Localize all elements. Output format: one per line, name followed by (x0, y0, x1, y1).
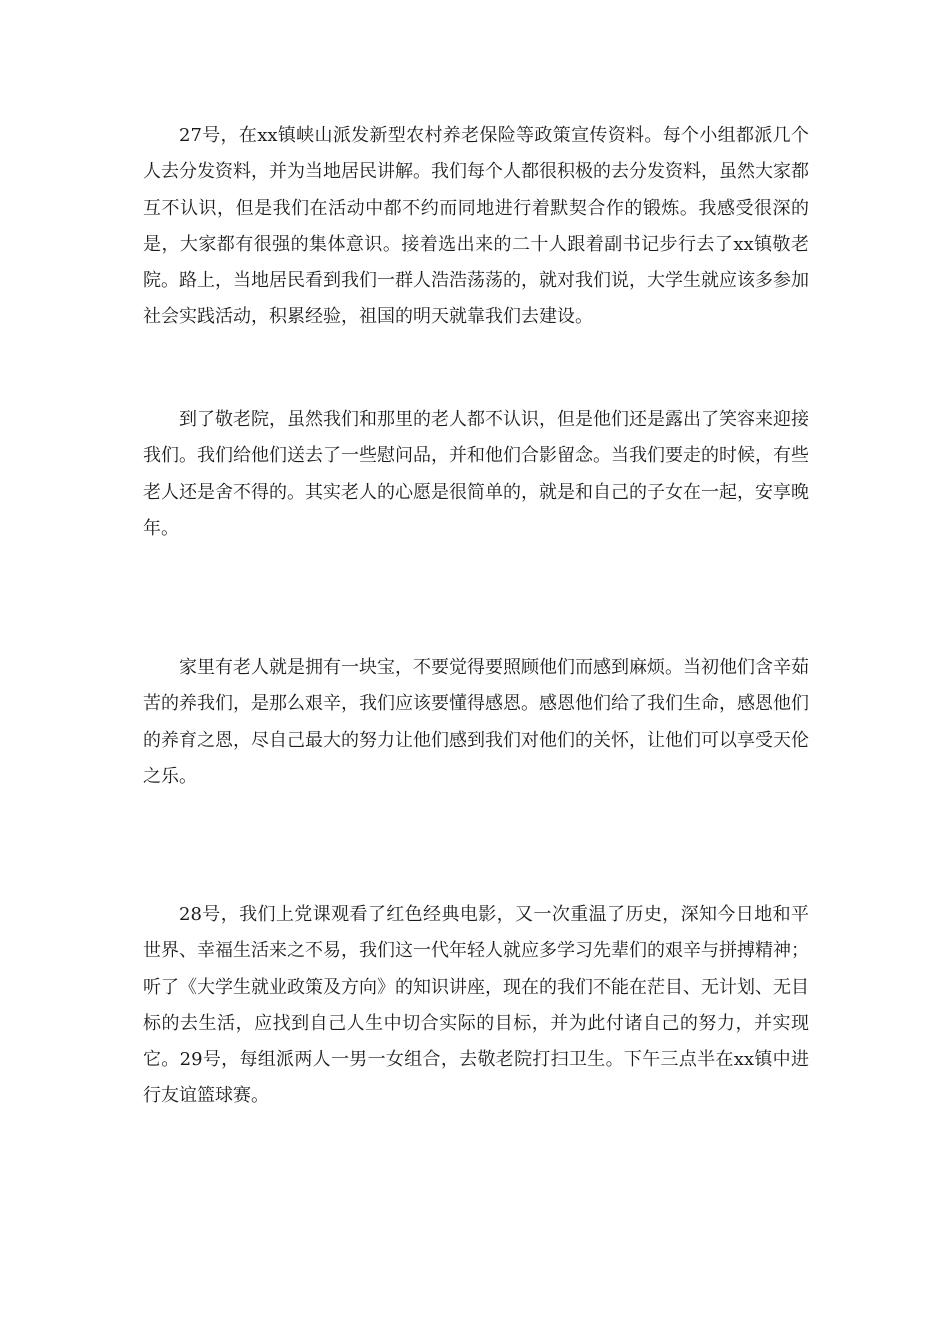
paragraph-4: 28号，我们上党课观看了红色经典电影，又一次重温了历史，深知今日地和平世界、幸福生活来之不易，我们这一代年轻人就应多学习先辈们的艰辛与拼搏精神；听了《大学生就业政策及方向》的知识讲座，现在的我们不能在茫目、无计划、无目标的去生活，应找到自己人生中切合实际的目标，并为此付诸自己的努力，并实现它。29号，每组派两人一男一女组合，去敬老院打扫卫生。下午三点半在xx镇中进行友谊篮球赛。 (143, 904, 809, 1107)
paragraph-2: 到了敬老院，虽然我们和那里的老人都不认识，但是他们还是露出了笑容来迎接我们。我们给他们送去了一些慰问品，并和他们合影留念。当我们要走的时候，有些老人还是舍不得的。其实老人的心愿是很简单的，就是和自己的子女在一起，安享晚年。 (143, 409, 809, 539)
paragraph-1: 27号，在xx镇峡山派发新型农村养老保险等政策宣传资料。每个小组都派几个人去分发资料，并为当地居民讲解。我们每个人都很积极的去分发资料，虽然大家都互不认识，但是我们在活动中都不约而同地进行着默契合作的锻炼。我感受很深的是，大家都有很强的集体意识。接着选出来的二十人跟着副书记步行去了xx镇敬老院。路上，当地居民看到我们一群人浩浩荡荡的，就对我们说，大学生就应该多参加社会实践活动，积累经验，祖国的明天就靠我们去建设。 (143, 125, 809, 328)
paragraph-3: 家里有老人就是拥有一块宝，不要觉得要照顾他们而感到麻烦。当初他们含辛茹苦的养我们，是那么艰辛，我们应该要懂得感恩。感恩他们给了我们生命，感恩他们的养育之恩，尽自己最大的努力让他们感到我们对他们的关怀，让他们可以享受天伦之乐。 (143, 657, 809, 787)
